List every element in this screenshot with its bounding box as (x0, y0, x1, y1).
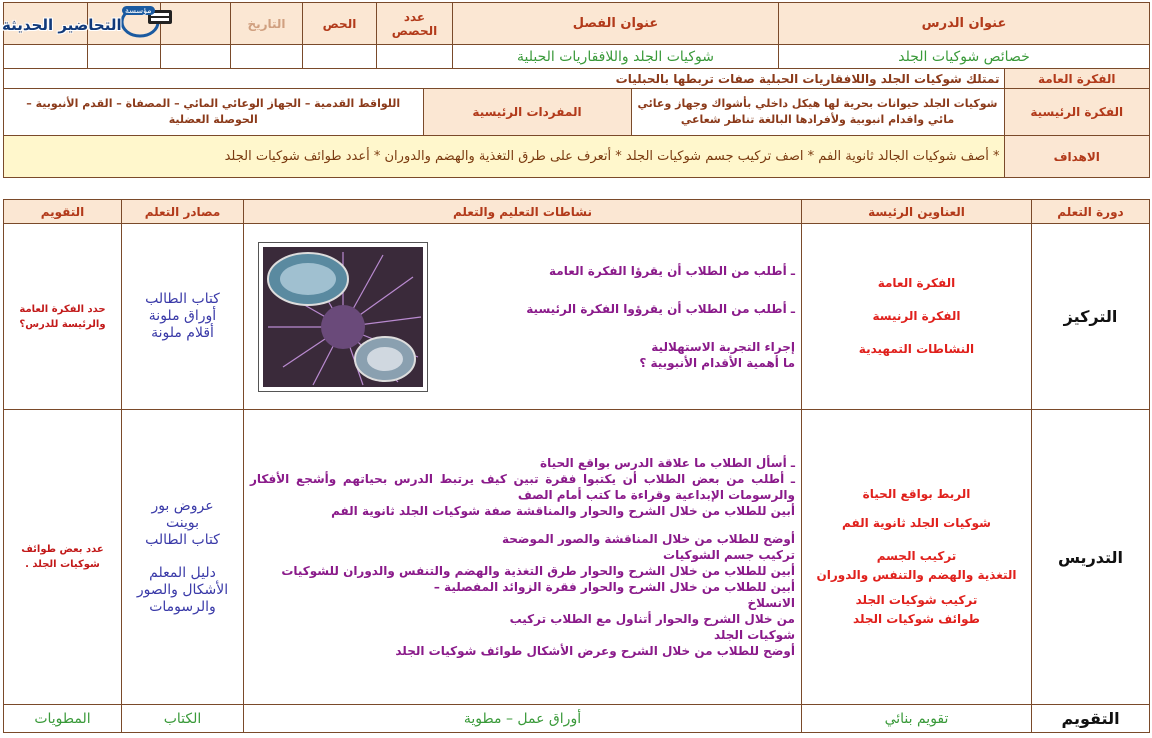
activity-line: أبين للطلاب من خلال الشرح والحوار والمناقشة صفة شوكيات الجلد ثانوية الفم (331, 504, 795, 518)
value-empty-2 (231, 45, 303, 69)
main-idea-row (4, 89, 1149, 135)
partial-label-2: التاريخ (231, 3, 303, 45)
focus-heading: النشاطات التمهيدية (858, 342, 975, 356)
resource-item: الأشكال والصور والرسومات (136, 582, 229, 615)
chapter-title-label: عنوان الفصل (453, 3, 779, 45)
vocab-label: المفردات الرئيسية (423, 89, 631, 135)
activity-line: أبين للطلاب من خلال الشرح والحوار طرق التغذية والهضم والتنفس والدوران للشوكيات (281, 564, 795, 578)
col-headings: العناوين الرئيسة (802, 200, 1032, 224)
activity-line: من خلال الشرح والحوار أتناول مع الطلاب تركيب (509, 612, 795, 626)
brand-name: التحاضير الحديثة (2, 16, 122, 34)
chapter-title: شوكيات الجلد واللافقاريات الحبلية (453, 45, 779, 69)
goals-row (4, 136, 1149, 177)
resource-item: عروض بور بوينت (151, 498, 214, 531)
col-resources: مصادر التعلم (122, 200, 244, 224)
teaching-evaluation: عدد بعض طوائف شوكيات الجلد . (4, 410, 122, 705)
assessment-headings: تقويم بنائي (802, 705, 1032, 733)
activity-line: تركيب جسم الشوكيات (663, 548, 795, 562)
assessment-resources: الكتاب (122, 705, 244, 733)
teaching-heading: الربط بواقع الحياة (862, 487, 971, 501)
lesson-title-label: عنوان الدرس (779, 3, 1150, 45)
activity-line: أبين للطلاب من خلال الشرح والحوار فقرة الزوائد المفصلية – (433, 580, 795, 594)
main-idea-label: الفكرة الرئيسية (1004, 89, 1149, 135)
activity-line: ما أهمية الأقدام الأنبوبية ؟ (639, 355, 795, 370)
value-empty-4 (88, 45, 161, 69)
stage-focus: التركيز (1032, 224, 1150, 410)
teaching-heading: طوائف شوكيات الجلد (853, 612, 980, 626)
focus-evaluation: حدد الفكرة العامة والرئيسة للدرس؟ (4, 224, 122, 410)
activity-line: ـ أطلب من الطلاب أن يقرؤوا الفكرة الرئيسية (526, 301, 795, 316)
goals-label: الاهداف (1004, 136, 1149, 177)
resource-item: أوراق ملونة (148, 308, 217, 324)
activity-line: أوضح للطلاب من خلال الشرح وعرض الأشكال طوائف شوكيات الجلد (395, 644, 795, 658)
teaching-heading: تركيب الجسم (876, 549, 957, 563)
resource-item: دليل المعلم (149, 565, 216, 581)
activity-line: ـ أسأل الطلاب ما علاقة الدرس بواقع الحياة (539, 456, 795, 470)
assessment-evaluation: المطويات (4, 705, 122, 733)
value-empty-5 (4, 45, 88, 69)
activity-line: الانسلاخ (747, 596, 795, 610)
col-evaluation: التقويم (4, 200, 122, 224)
teaching-heading: التغذية والهضم والتنفس والدوران (816, 568, 1017, 582)
teaching-heading: شوكيات الجلد ثانوية الفم (842, 516, 991, 530)
col-activities: نشاطات التعليم والتعلم (244, 200, 802, 224)
brand-tag: مؤسسة (122, 6, 155, 15)
teaching-activities (244, 410, 802, 705)
goals: * أصف شوكيات الجالد ثانوية الفم * اصف تركيب جسم شوكيات الجلد * أتعرف على طرق التغذية والهضم والدوران * أعدد طوائف شوكيات الجلد (4, 136, 1004, 177)
activity-line: ـ أطلب من بعض الطلاب أن يكتبوا فقرة تبين كيف يرتبط الدرس بحياتهم وأشجع الأفكار والرسومات الإبداعية وقراءة ما كتب أمام الصف (250, 472, 795, 502)
main-idea: شوكيات الجلد حيوانات بحرية لها هيكل داخلي بأشواك وجهاز وعائي مائي واقدام انبوبية ولأفرادها البالغة تناظر شعاعي (631, 89, 1004, 135)
resource-item: كتاب الطالب (145, 532, 220, 548)
learning-cycle-table (3, 199, 1150, 733)
periods-value (377, 45, 453, 69)
focus-activities (244, 224, 802, 410)
col-cycle: دورة التعلم (1032, 200, 1150, 224)
activity-line: ـ أطلب من الطلاب أن يقرؤا الفكرة العامة (549, 263, 795, 278)
focus-headings (802, 224, 1032, 410)
value-empty-3 (161, 45, 231, 69)
brand-logo (0, 0, 180, 44)
activity-line: شوكيات الجلد (713, 628, 795, 642)
teaching-heading: تركيب شوكيات الجلد (855, 593, 978, 607)
teaching-headings (802, 410, 1032, 705)
general-idea-row (4, 69, 1149, 88)
general-idea-label: الفكرة العامة (1004, 69, 1149, 88)
lesson-title: خصائص شوكيات الجلد (779, 45, 1150, 69)
vocab: اللواقط القدمية – الجهاز الوعائي المائي – المصفاة – القدم الأنبوبية – الحوصلة العضلية (26, 97, 401, 126)
focus-heading: الفكرة الرنيسة (872, 309, 961, 323)
general-idea: تمتلك شوكيات الجلد واللافقاريات الحبلية صفات تربطها بالحبليات (615, 71, 1000, 86)
focus-heading: الفكرة العامة (877, 276, 956, 290)
activity-line: إجراء التجربة الاستهلالية (651, 339, 795, 354)
resource-item: كتاب الطالب (145, 291, 220, 307)
partial-label-1: الحص (303, 3, 377, 45)
stage-teaching: التدريس (1032, 410, 1150, 705)
periods-label: عدد الحصص (377, 3, 453, 45)
sea-urchin-photo (258, 242, 428, 392)
value-empty-1 (303, 45, 377, 69)
activity-line: أوضح للطلاب من خلال المناقشة والصور الموضحة (501, 532, 795, 546)
stage-assessment: التقويم (1032, 705, 1150, 733)
teaching-resources (122, 410, 244, 705)
focus-resources (122, 224, 244, 410)
resource-item: أقلام ملونة (151, 325, 214, 341)
assessment-activities: أوراق عمل – مطوية (244, 705, 802, 733)
